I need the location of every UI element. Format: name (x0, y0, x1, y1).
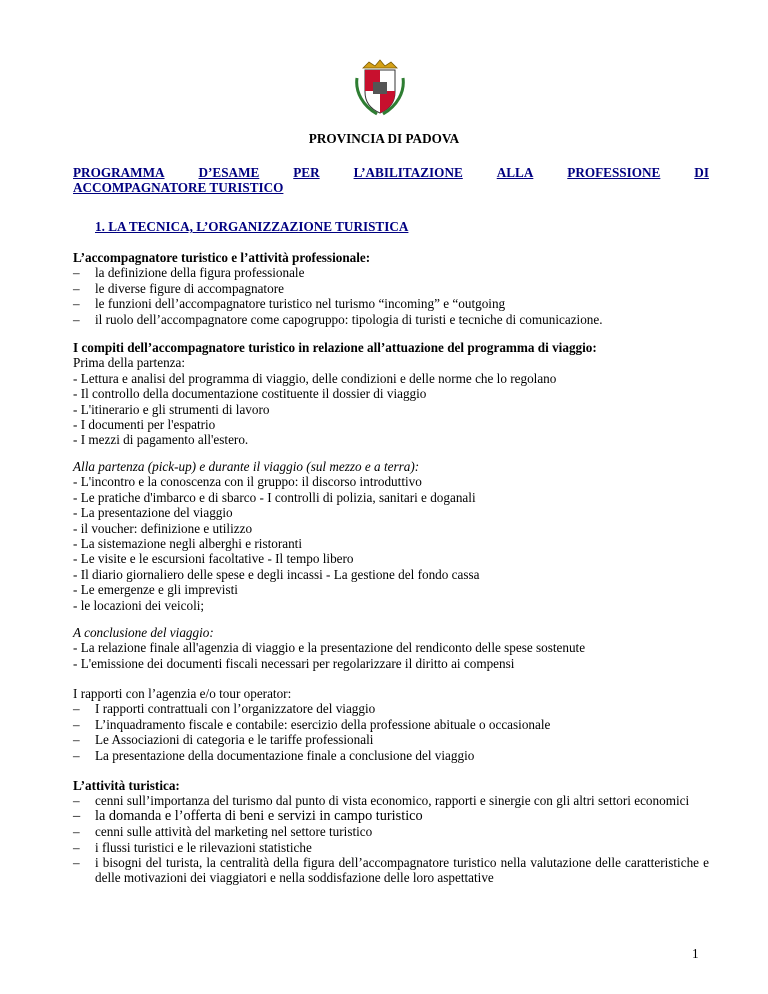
province-title: PROVINCIA DI PADOVA (308, 131, 460, 146)
block-intro: Alla partenza (pick-up) e durante il viaggio (sul mezzo e a terra): (73, 459, 420, 474)
list-item: - il voucher: definizione e utilizzo (73, 520, 253, 536)
block-rapporti (73, 686, 709, 763)
block-intro: A conclusione del viaggio: (73, 625, 214, 640)
list-item: - Le emergenze e gli imprevisti (73, 582, 238, 598)
list-item: – cenni sulle attività del marketing nel settore turistico (73, 824, 709, 839)
list-item: - L'emissione dei documenti fiscali necessari per regolarizzare il diritto ai compensi (73, 655, 515, 671)
list-item: - L'itinerario e gli strumenti di lavoro (73, 401, 270, 417)
program-title-word: PER (293, 165, 320, 180)
list-item: - I documenti per l'espatrio (73, 417, 216, 433)
list-item: – cenni sull’importanza del turismo dal punto di vista economico, rapporti e sinergie con gli altri settori economici (73, 793, 709, 808)
list-item: - Il controllo della documentazione costituente il dossier di viaggio (73, 386, 427, 402)
block-attivita-turistica (73, 778, 709, 886)
block-intro: Prima della partenza: (73, 355, 186, 371)
block-conclusione (73, 625, 709, 671)
program-title-word: D’ESAME (198, 165, 260, 180)
block-heading: I rapporti con l’agenzia e/o tour operator: (73, 686, 292, 701)
list-item: – L’inquadramento fiscale e contabile: esercizio della professione abituale o occasionale (73, 717, 709, 732)
program-title-word: DI (694, 165, 709, 180)
list-item: - La relazione finale all'agenzia di viaggio e la presentazione del rendiconto delle spese sostenute (73, 640, 586, 656)
block-heading: L’attività turistica: (73, 778, 180, 793)
block-heading: I compiti dell’accompagnatore turistico in relazione all’attuazione del programma di viaggio: (73, 340, 597, 355)
list-item: – la domanda e l’offerta di beni e servizi in campo turistico (73, 809, 709, 824)
section-1-title: 1. LA TECNICA, L’ORGANIZZAZIONE TURISTICA (95, 219, 409, 234)
list-item: – La presentazione della documentazione finale a conclusione del viaggio (73, 748, 709, 763)
list-item: - le locazioni dei veicoli; (73, 597, 205, 613)
page-number: 1 (692, 946, 699, 961)
province-crest-icon (355, 58, 405, 116)
block-heading: L’accompagnatore turistico e l’attività professionale: (73, 250, 371, 265)
program-title-word: PROFESSIONE (567, 165, 661, 180)
program-title-word: L’ABILITAZIONE (353, 165, 463, 180)
list-item: – le diverse figure di accompagnatore (73, 281, 709, 296)
block-partenza (73, 459, 709, 613)
program-title-word: ALLA (496, 165, 534, 180)
list-item: – le funzioni dell’accompagnatore turistico nel turismo “incoming” e “outgoing (73, 296, 709, 311)
list-item: – il ruolo dell’accompagnatore come capogruppo: tipologia di turisti e tecniche di comunicazione. (73, 312, 709, 327)
list-item: – Le Associazioni di categoria e le tariffe professionali (73, 732, 709, 747)
list-item: - L'incontro e la conoscenza con il gruppo: il discorso introduttivo (73, 474, 422, 490)
list-item: - La sistemazione negli alberghi e ristoranti (73, 536, 302, 552)
program-title-line2: ACCOMPAGNATORE TURISTICO (73, 180, 284, 196)
list-item: - Le visite e le escursioni facoltative - Il tempo libero (73, 551, 354, 567)
block-accompagnatore (73, 250, 709, 327)
list-item: - Le pratiche d'imbarco e di sbarco - I controlli di polizia, sanitari e doganali (73, 489, 476, 505)
list-item: - I mezzi di pagamento all'estero. (73, 432, 249, 448)
program-title-word: PROGRAMMA (73, 165, 165, 180)
program-title (73, 165, 709, 196)
list-item: – la definizione della figura professionale (73, 265, 709, 280)
list-item: - Il diario giornaliero delle spese e degli incassi - La gestione del fondo cassa (73, 566, 480, 582)
list-item: – i bisogni del turista, la centralità della figura dell’accompagnatore turistico nella valutazione delle caratteristiche e delle motivazioni dei viaggiatori e nella soddisfazione delle loro aspettative (73, 855, 709, 886)
list-item: – I rapporti contrattuali con l’organizzatore del viaggio (73, 701, 709, 716)
list-item: - Lettura e analisi del programma di viaggio, delle condizioni e delle norme che lo regolano (73, 370, 557, 386)
list-item: - La presentazione del viaggio (73, 505, 233, 521)
list-item: – i flussi turistici e le rilevazioni statistiche (73, 840, 709, 855)
block-compiti (73, 340, 709, 448)
